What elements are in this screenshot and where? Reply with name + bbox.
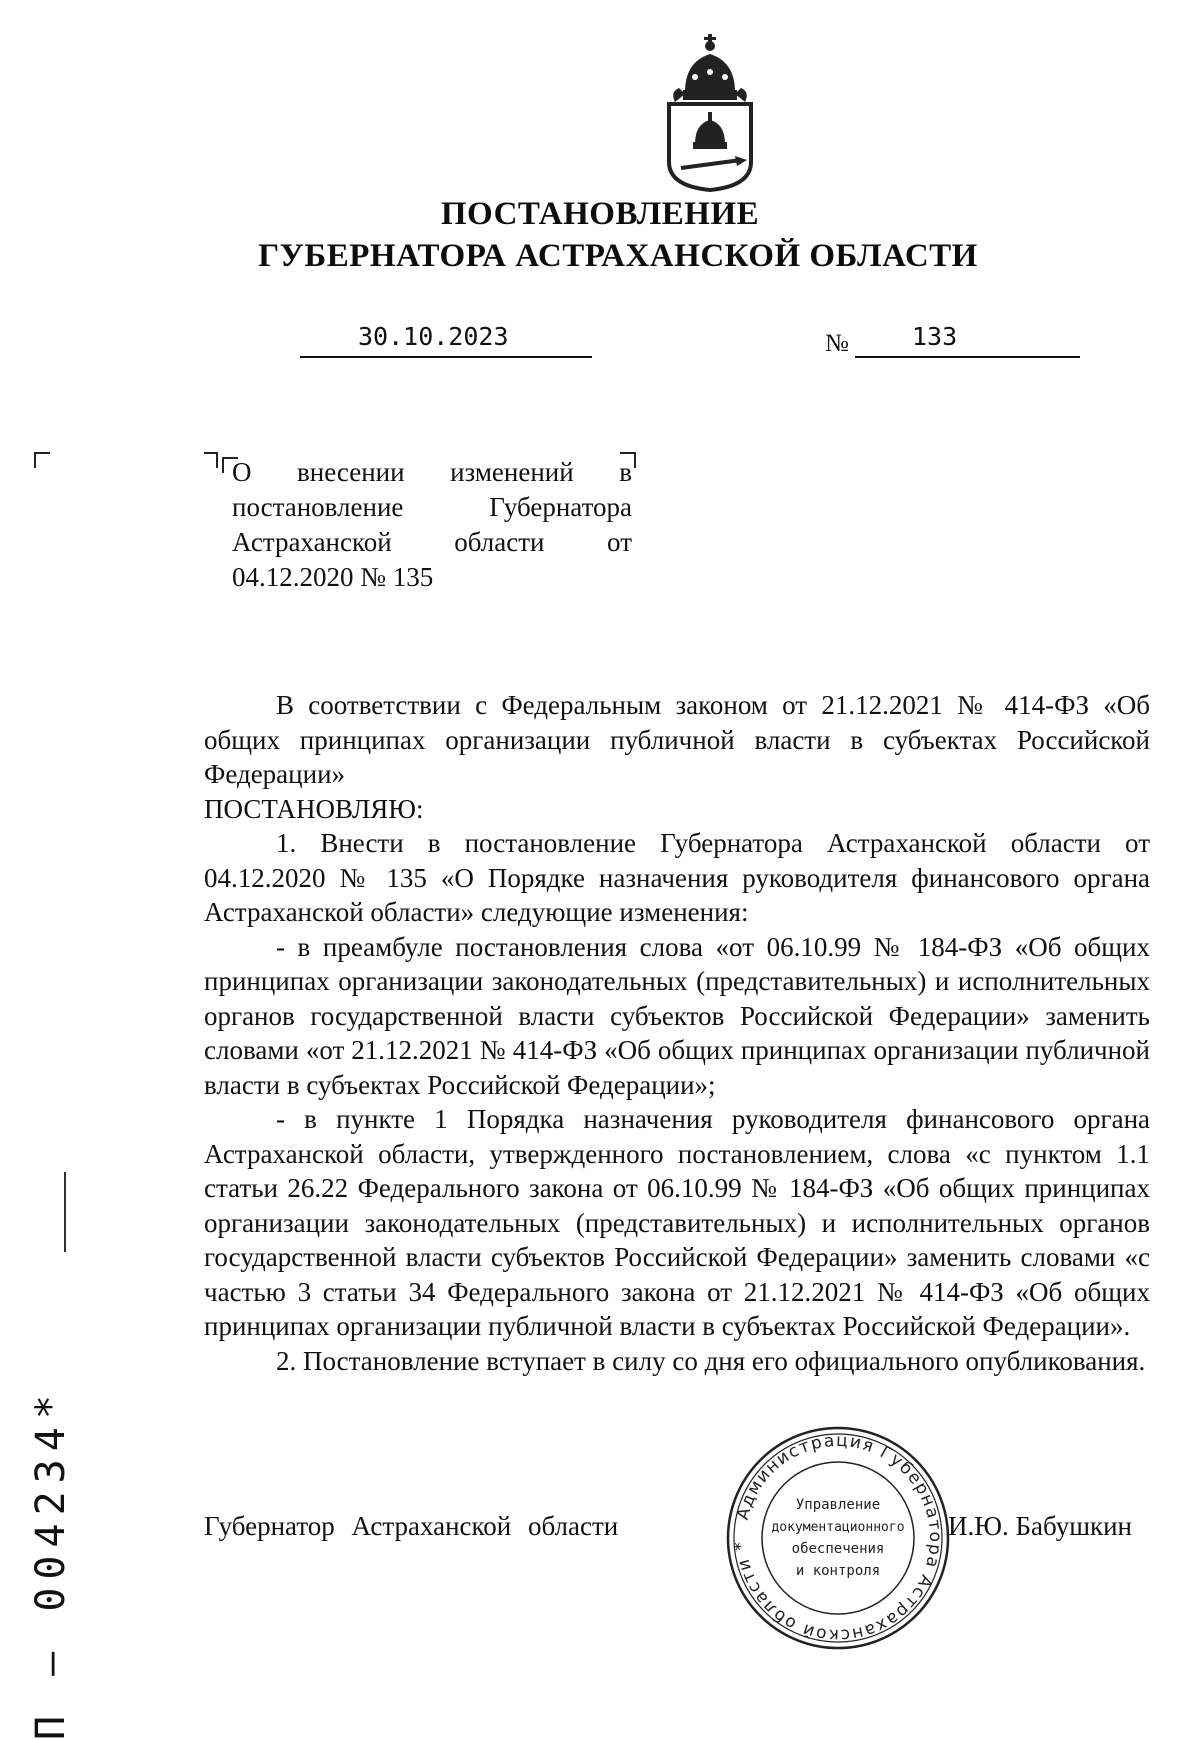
preamble-paragraph: В соответствии с Федеральным законом от 21.12.2021 № 414-ФЗ «Об общих принципах организации публичной власти в субъектах Российской Федерации»	[204, 690, 1150, 789]
document-date: 30.10.2023	[358, 322, 509, 351]
number-sign: №	[825, 330, 849, 357]
number-underline	[855, 356, 1080, 358]
seal-line-3: обеспечения	[791, 1541, 885, 1557]
item-2-paragraph: 2. Постановление вступает в силу со дня его официального опубликования.	[276, 1345, 1146, 1376]
registration-code: П – 004234*	[28, 1387, 74, 1740]
date-underline	[300, 356, 592, 358]
signatory-name: И.Ю. Бабушкин	[948, 1511, 1133, 1541]
seal-line-4: и контроля	[795, 1563, 881, 1579]
item-1-paragraph: 1. Внести в постановление Губернатора Астраханской области от 04.12.2020 № 135 «О Порядке назначения руководителя финансового органа Астраханской области» следующие изменения:	[204, 828, 1150, 927]
margin-corner-mark	[34, 452, 50, 468]
seal-line-2: документационного	[771, 1520, 905, 1535]
item-1b-paragraph: - в пункте 1 Порядка назначения руководителя финансового органа Астраханской области, утвержденного постановлением, слова «с пунктом 1.1 статьи 26.22 Федерального закона от 06.10.99 № 184-ФЗ «Об общих принципах организации законодательных (представительных) и исполнительных органов государственной власти субъектов Российской Федерации» заменить словами «с частью 3 статьи 34 Федерального закона от 21.12.2021 № 414-ФЗ «Об общих принципах организации публичной власти в субъектах Российской Федерации».	[204, 1104, 1150, 1341]
document-body	[204, 688, 1150, 1378]
document-number: 133	[912, 322, 958, 351]
document-subject: О внесении изменений в постановление Губернатора Астраханской области от 04.12.2020 № 135	[232, 457, 632, 592]
seal-ring-text: Администрация Губернатора Астраханской области *	[730, 1430, 946, 1646]
seal-line-1: Управление	[795, 1497, 881, 1513]
decree-word: ПОСТАНОВЛЯЮ:	[204, 793, 424, 824]
margin-line	[64, 1172, 66, 1252]
coat-of-arms-emblem	[655, 32, 765, 192]
official-seal-stamp	[723, 1423, 953, 1653]
subject-corner-mark-left-outer	[204, 452, 218, 468]
signatory-role: Губернатор Астраханской области	[204, 1511, 619, 1541]
svg-text:Администрация Губернатора Астр	[731, 1431, 945, 1645]
item-1a-paragraph: - в преамбуле постановления слова «от 06.10.99 № 184-ФЗ «Об общих принципах организации законодательных (представительных) и исполнительных органов государственной власти субъектов Российской Федерации» заменить словами «от 21.12.2021 № 414-ФЗ «Об общих принципах организации публичной власти в субъектах Российской Федерации»;	[204, 931, 1150, 1100]
document-title: ПОСТАНОВЛЕНИЕ	[440, 196, 760, 232]
issuer-title: ГУБЕРНАТОРА АСТРАХАНСКОЙ ОБЛАСТИ	[258, 238, 978, 274]
